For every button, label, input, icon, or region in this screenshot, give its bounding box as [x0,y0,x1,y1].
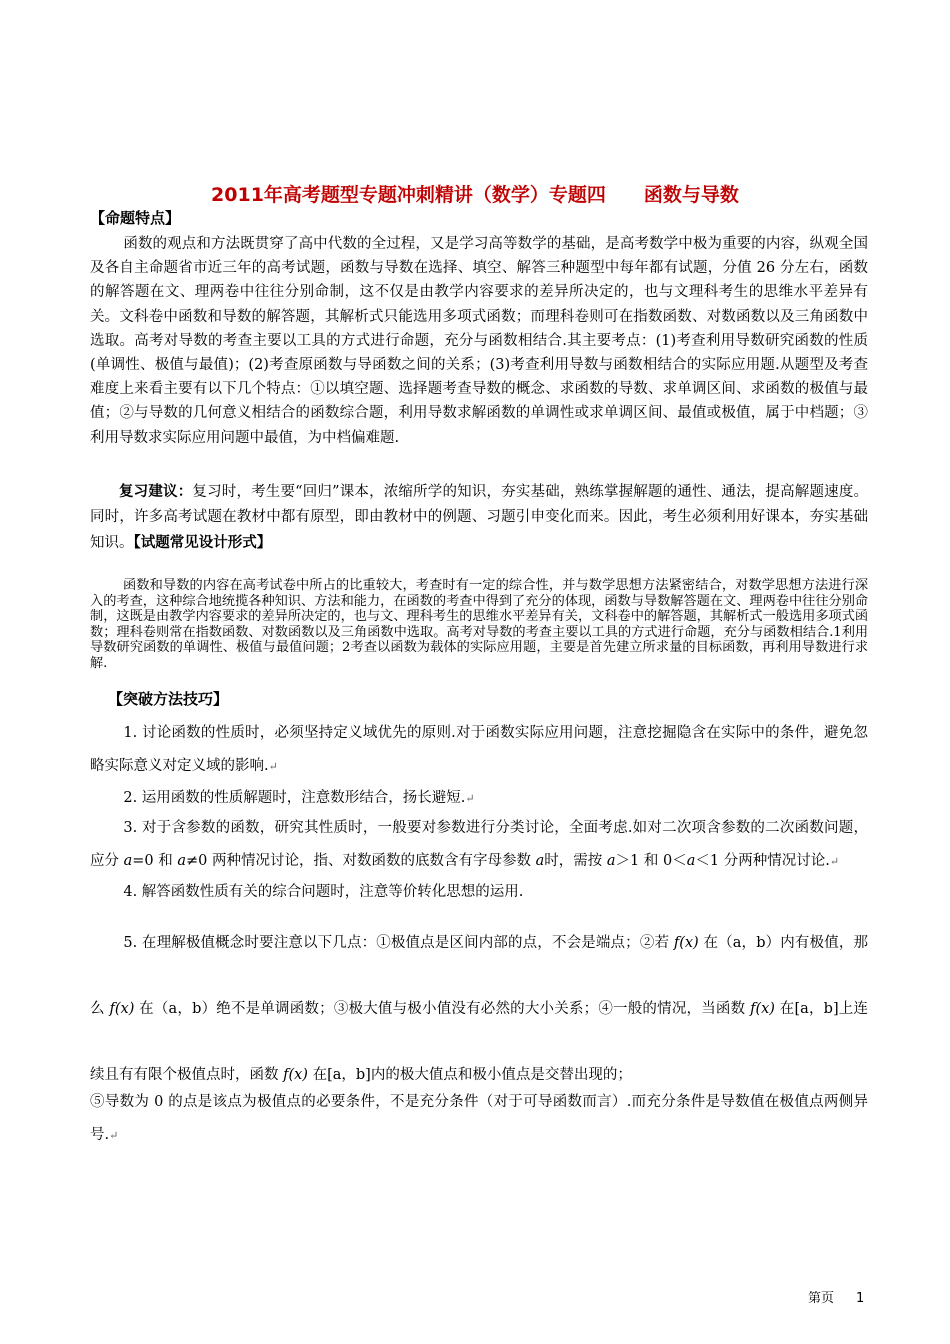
fx-3: f(x) [750,1001,775,1017]
method-item-3-text-b: =0 和 [132,853,178,869]
method-item-5-text-d: 在[a，b]上连续且有有限个极值点时，函数 [90,1001,868,1083]
return-mark-1: ↵ [268,760,278,773]
var-a-2: a [177,853,187,869]
return-mark-2: ↵ [465,792,475,805]
page-number: 1 [856,1291,865,1306]
method-item-5-text-e: 在[a，b]内的极大值点和极小值点是交替出现的； [307,1067,632,1083]
method-item-1 [90,717,868,783]
method-item-5-text-a: 5. 在理解极值概念时要注意以下几点：①极值点是区间内部的点，不会是端点；②若 [123,935,674,951]
method-item-5-text-b: 在（a，b）内有极值，那么 [90,935,868,1017]
method-item-3-text-d: 时，需按 [544,853,607,869]
method-item-3 [90,812,868,878]
method-item-4: 4. 解答函数性质有关的综合问题时，注意等价转化思想的运用. [123,884,524,900]
fx-1: f(x) [673,935,699,951]
method-item-2 [90,782,868,815]
features-heading: 【命题特点】 [90,209,181,227]
return-mark-3: ↵ [829,855,840,868]
fx-4: f(x) [283,1067,308,1083]
page-title: 2011年高考题型专题冲刺精讲（数学）专题四 函数与导数 [211,184,739,206]
review-label: 复习建议： [119,483,193,500]
method-item-5-text-f: ⑤导数为 0 的点是该点为极值点的必要条件，不是充分条件（对于可导函数而言）.而充分条件是导数值在极值点两侧异号. [90,1094,868,1143]
return-mark-5: ↵ [109,1129,119,1142]
design-heading: 【试题常见设计形式】 [133,534,272,551]
method-item-2-text: 2. 运用函数的性质解题时，注意数形结合，扬长避短. [123,790,466,806]
var-a-1: a [123,853,133,869]
var-a-3: a [535,853,545,869]
footer-label: 第页 [808,1291,835,1306]
review-text: 复习时，考生要“回归”课本，浓缩所学的知识，夯实基础，熟练掌握解题的通性、通法，提高解题速度。同时，许多高考试题在教材中都有原型，即由教材中的例题、习题引申变化而来。因此，考生必须利用好课本，夯实基础知识。 [90,484,869,551]
method-item-3-text-f: ＜1 分两种情况讨论. [695,853,830,869]
method-item-3-text-a: 3. 对于含参数的函数，研究其性质时，一般要对参数进行分类讨论，全面考虑.如对二次项含参数的二次函数问题，应分 [90,820,868,869]
method-item-5-text-c: 在（a，b）绝不是单调函数；③极大值与极小值没有必然的大小关系；④一般的情况，当函数 [134,1001,751,1017]
method-item-5 [90,910,868,1108]
var-a-5: a [686,853,696,869]
review-paragraph [90,479,868,556]
method-item-1-text: 1. 讨论函数的性质时，必须坚持定义域优先的原则.对于函数实际应用问题，注意挖掘隐含在实际中的条件，避免忽略实际意义对定义域的影响. [90,725,868,774]
methods-heading: 【突破方法技巧】 [108,690,229,708]
method-item-5-continued [90,1086,868,1152]
method-item-3-text-e: ＞1 和 0＜ [615,853,687,869]
design-paragraph: 函数和导数的内容在高考试卷中所占的比重较大，考查时有一定的综合性，并与数学思想方法紧密结合，对数学思想方法进行深入的考查，这种综合地统揽各种知识、方法和能力，在函数的考查中得到了充分的体现，函数与导数解答题在文、理两卷中往往分别命制，这既是由教学内容要求的差异所决定的，也与文、理科考生的思维水平差异有关，文科卷中的解答题，其解析式一般选用多项式函数；理科卷则常在指数函数、对数函数以及三角函数中选取。高考对导数的考查主要以工具的方式进行命题，充分与函数相结合.1利用导数研究函数的单调性、极值与最值问题；2考查以函数为载体的实际应用题，主要是首先建立所求量的目标函数，再利用导数进行求解. [90,578,868,671]
fx-2: f(x) [109,1001,135,1017]
var-a-4: a [606,853,616,869]
features-paragraph: 函数的观点和方法既贯穿了高中代数的全过程，又是学习高等数学的基础，是高考数学中极为重要的内容，纵观全国及各自主命题省市近三年的高考试题，函数与导数在选择、填空、解答三种题型中每年都有试题，分值 26 分左右，函数的解答题在文、理两卷中往往分别命制，这不仅是由教学内容要求的差异所决定的，也与文理科考生的思维水平差异有关。文科卷中函数和导数的解答题，其解析式只能选用多项式函数；而理科卷则可在指数函数、对数函数以及三角函数中选取。高考对导数的考查主要以工具的方式进行命题，充分与函数相结合.其主要考点：(1)考查利用导数研究函数的性质(单调性、极值与最值)；(2)考查原函数与导函数之间的关系；(3)考查利用导数与函数相结合的实际应用题.从题型及考查难度上来看主要有以下几个特点：①以填空题、选择题考查导数的概念、求函数的导数、求单调区间、求函数的极值与最值；②与导数的几何意义相结合的函数综合题，利用导数求解函数的单调性或求单调区间、最值或极值，属于中档题；③利用导数求实际应用问题中最值，为中档偏难题. [90,236,868,446]
page-footer [808,1287,864,1306]
method-item-3-text-c: ≠0 两种情况讨论，指、对数函数的底数含有字母参数 [186,853,536,869]
